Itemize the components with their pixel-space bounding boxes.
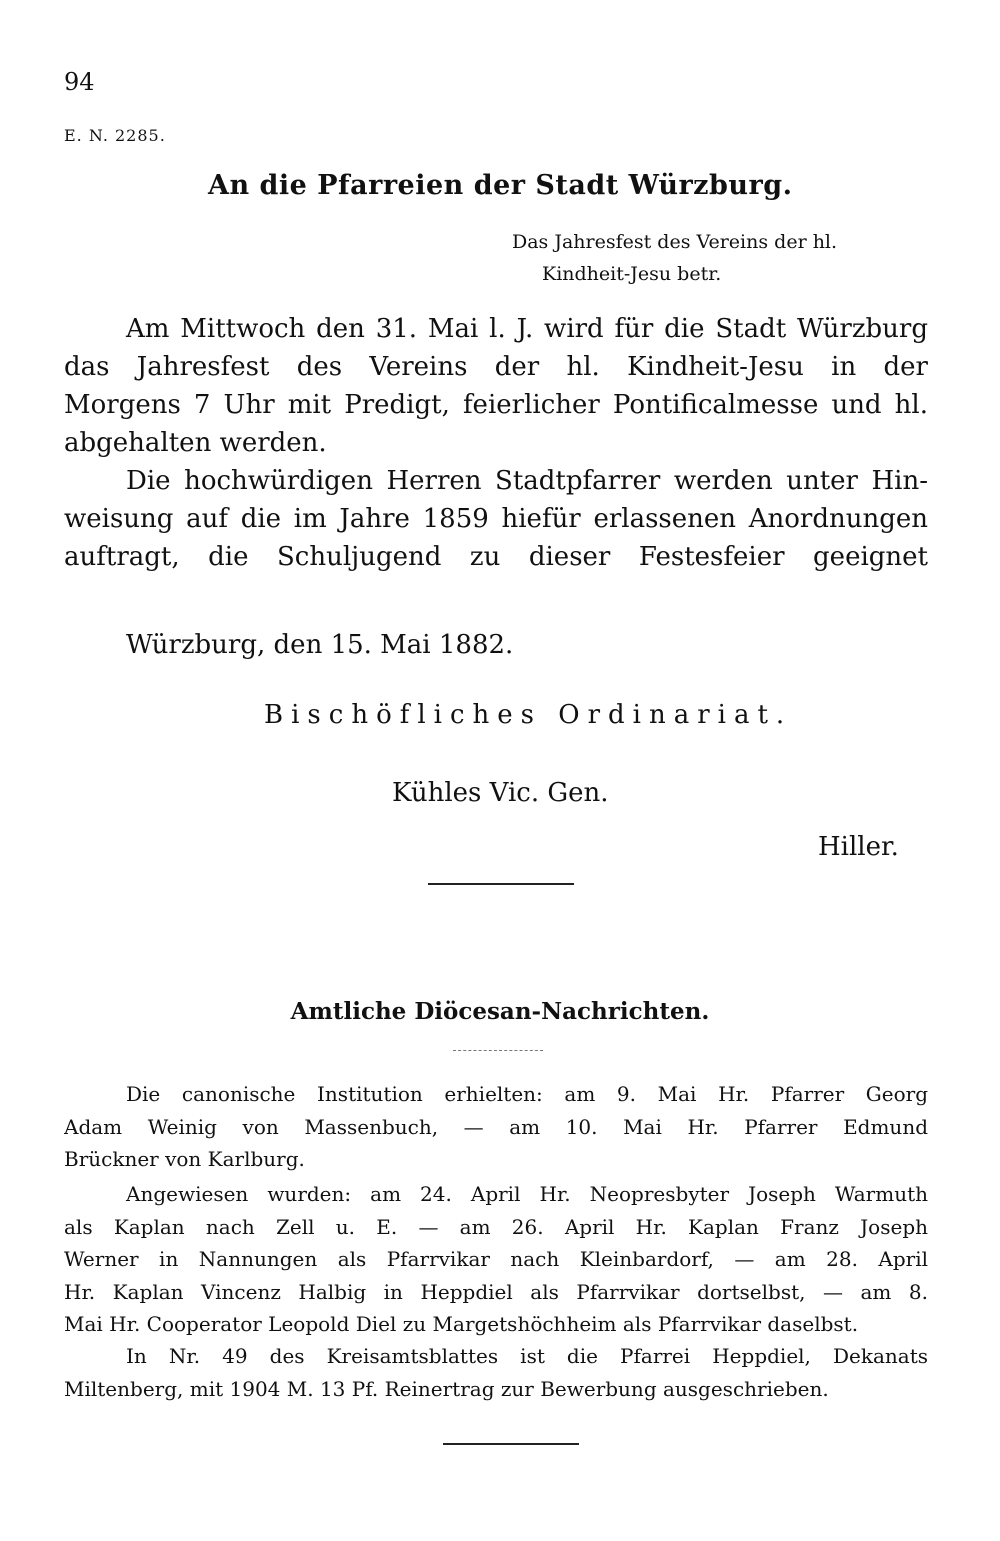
text-line: Die hochwürdigen Herren Stadtpfarrer werden unter Hin-	[126, 466, 928, 496]
text-line: Die canonische Institution erhielten: am 9. Mai Hr. Pfarrer Georg	[126, 1082, 928, 1106]
text-line: Brückner von Karlburg.	[64, 1147, 305, 1171]
section-title: An die Pfarreien der Stadt Würzburg.	[208, 170, 793, 201]
text-line: abgehalten werden.	[64, 428, 327, 458]
text-line: Miltenberg, mit 1904 M. 13 Pf. Reinertrag zur Bewerbung ausgeschrieben.	[64, 1376, 829, 1401]
text-line: Adam Weinig von Massenbuch, — am 10. Mai Hr. Pfarrer Edmund	[64, 1114, 928, 1139]
text-line: weisung auf die im Jahre 1859 hiefür erlassenen Anordnungen	[64, 504, 928, 534]
page-number: 94	[64, 68, 95, 96]
reference-number: E. N. 2285.	[64, 126, 166, 145]
instruction-paragraph	[64, 462, 928, 576]
text-line: Mai Hr. Cooperator Leopold Diel zu Margetshöchheim als Pfarrvikar daselbst.	[64, 1312, 859, 1336]
text-line: In Nr. 49 des Kreisamtsblattes ist die Pfarrei Heppdiel, Dekanats	[126, 1344, 928, 1368]
end-divider	[443, 1443, 579, 1445]
signature-secretary: Hiller.	[818, 832, 899, 862]
text-line: das Jahresfest des Vereins der hl. Kindheit-Jesu in der	[64, 352, 928, 382]
subject-line: Das Jahresfest des Vereins der hl.	[512, 231, 838, 253]
signature-vicar-general: Kühles Vic. Gen.	[392, 778, 609, 808]
text-line: auftragt, die Schuljugend zu dieser Festesfeier geeignet	[64, 542, 928, 572]
subject-note	[512, 226, 926, 290]
text-line: Werner in Nannungen als Pfarrvikar nach Kleinbardorf, — am 28. April	[64, 1247, 928, 1271]
text-line: Morgens 7 Uhr mit Predigt, feierlicher Pontificalmesse und hl.	[64, 390, 928, 420]
text-line: Am Mittwoch den 31. Mai l. J. wird für die Stadt Würzburg	[126, 314, 928, 344]
text-line: als Kaplan nach Zell u. E. — am 26. April Hr. Kaplan Franz Joseph	[64, 1214, 928, 1239]
issuing-authority: Bischöfliches Ordinariat.	[264, 700, 793, 730]
announcement-paragraph	[64, 310, 928, 462]
vacancy-paragraph	[64, 1340, 928, 1405]
text-line: Hr. Kaplan Vincenz Halbig in Heppdiel als Pfarrvikar dortselbst, — am 8.	[64, 1279, 928, 1304]
dateline: Würzburg, den 15. Mai 1882.	[126, 630, 514, 660]
section-divider	[428, 883, 574, 885]
news-section-title: Amtliche Diöcesan-Nachrichten.	[290, 998, 710, 1025]
assignments-paragraph	[64, 1178, 928, 1341]
title-ornament	[453, 1050, 543, 1051]
subject-line: Kindheit-Jesu betr.	[542, 263, 722, 285]
text-line: Angewiesen wurden: am 24. April Hr. Neopresbyter Joseph Warmuth	[126, 1182, 928, 1206]
institution-paragraph	[64, 1078, 928, 1176]
